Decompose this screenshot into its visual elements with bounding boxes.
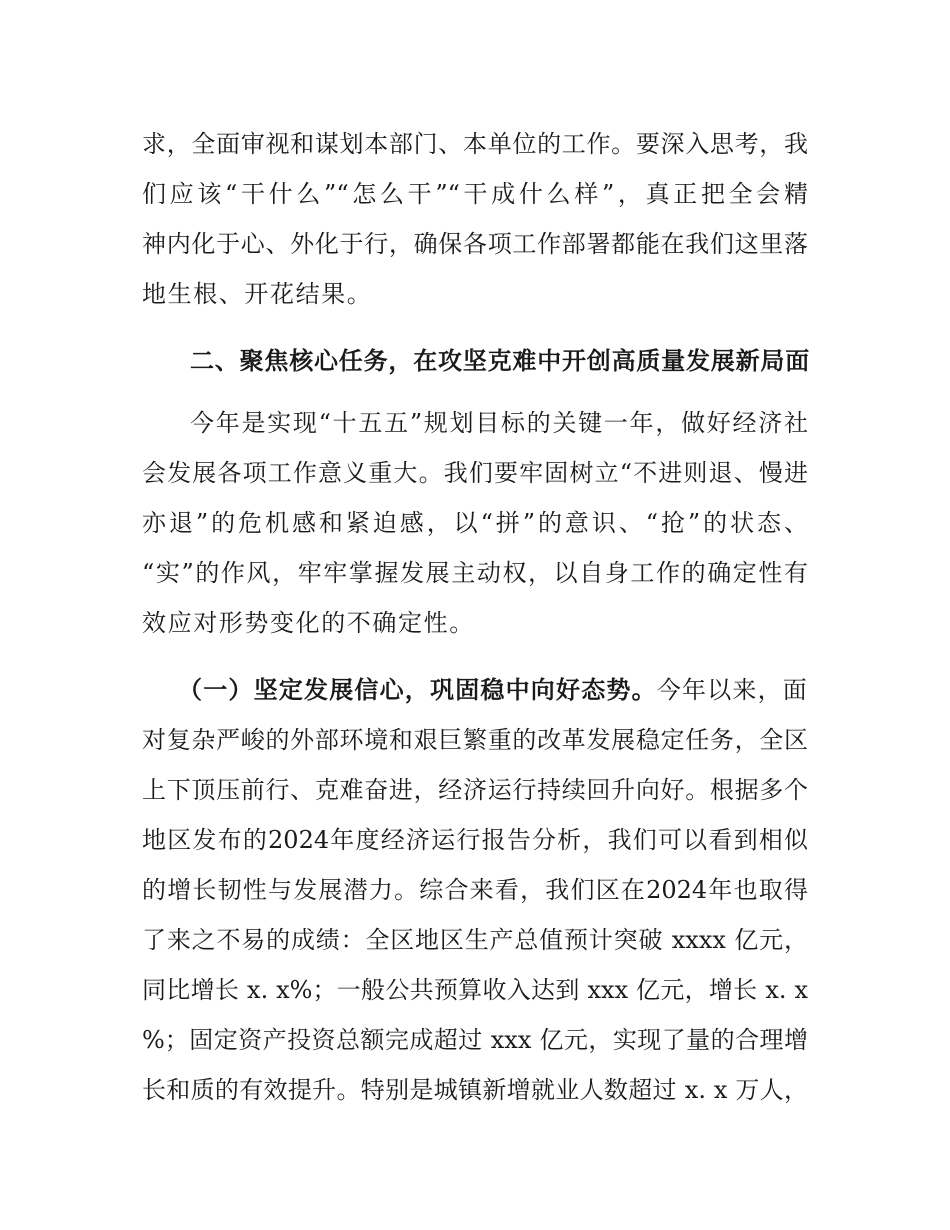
para1-line-4: 地生根、开花结果。 [142, 280, 373, 308]
para2-line-5: 效应对形势变化的不确定性。 [142, 609, 475, 637]
para1-line-2: 们应该“干什么”“怎么干”“干成什么样”，真正把全会精 [142, 180, 808, 208]
para3-line-7: 同比增长 x. x%；一般公共预算收入达到 xxx 亿元，增长 x. x [142, 976, 808, 1004]
para1-line-3: 神内化于心、外化于行，确保各项工作部署都能在我们这里落 [142, 230, 808, 258]
para3-line-2: 对复杂严峻的外部环境和艰巨繁重的改革发展稳定任务，全区 [142, 726, 808, 754]
para2-line-3: 亦退”的危机感和紧迫感，以“拼”的意识、“抢”的状态、 [142, 509, 808, 537]
para3-line-3: 上下顶压前行、克难奋进，经济运行持续回升向好。根据多个 [142, 776, 808, 804]
section-heading: 二、聚焦核心任务，在攻坚克难中开创高质量发展新局面 [190, 347, 810, 375]
para2-line-2: 会发展各项工作意义重大。我们要牢固树立“不进则退、慢进 [142, 459, 808, 487]
para2-line-1: 今年是实现“十五五”规划目标的关键一年，做好经济社 [190, 409, 808, 437]
para3-line-4: 地区发布的2024年度经济运行报告分析，我们可以看到相似 [142, 826, 808, 854]
subheading: （一）坚定发展信心，巩固稳中向好态势。 [178, 676, 657, 704]
para3-line-8: %；固定资产投资总额完成超过 xxx 亿元，实现了量的合理增 [142, 1026, 808, 1054]
para3-line-1 [178, 675, 808, 705]
para2-line-4: “实”的作风，牢牢掌握发展主动权，以自身工作的确定性有 [142, 559, 808, 587]
para1-line-1: 求，全面审视和谋划本部门、本单位的工作。要深入思考，我 [142, 130, 808, 158]
para3-line-5: 的增长韧性与发展潜力。综合来看，我们区在2024年也取得 [142, 876, 808, 904]
para3-line-9: 长和质的有效提升。特别是城镇新增就业人数超过 x. x 万人， [142, 1076, 808, 1104]
para3-line-6: 了来之不易的成绩：全区地区生产总值预计突破 xxxx 亿元， [142, 926, 808, 954]
para3-line-1-rest: 今年以来，面 [656, 676, 809, 704]
